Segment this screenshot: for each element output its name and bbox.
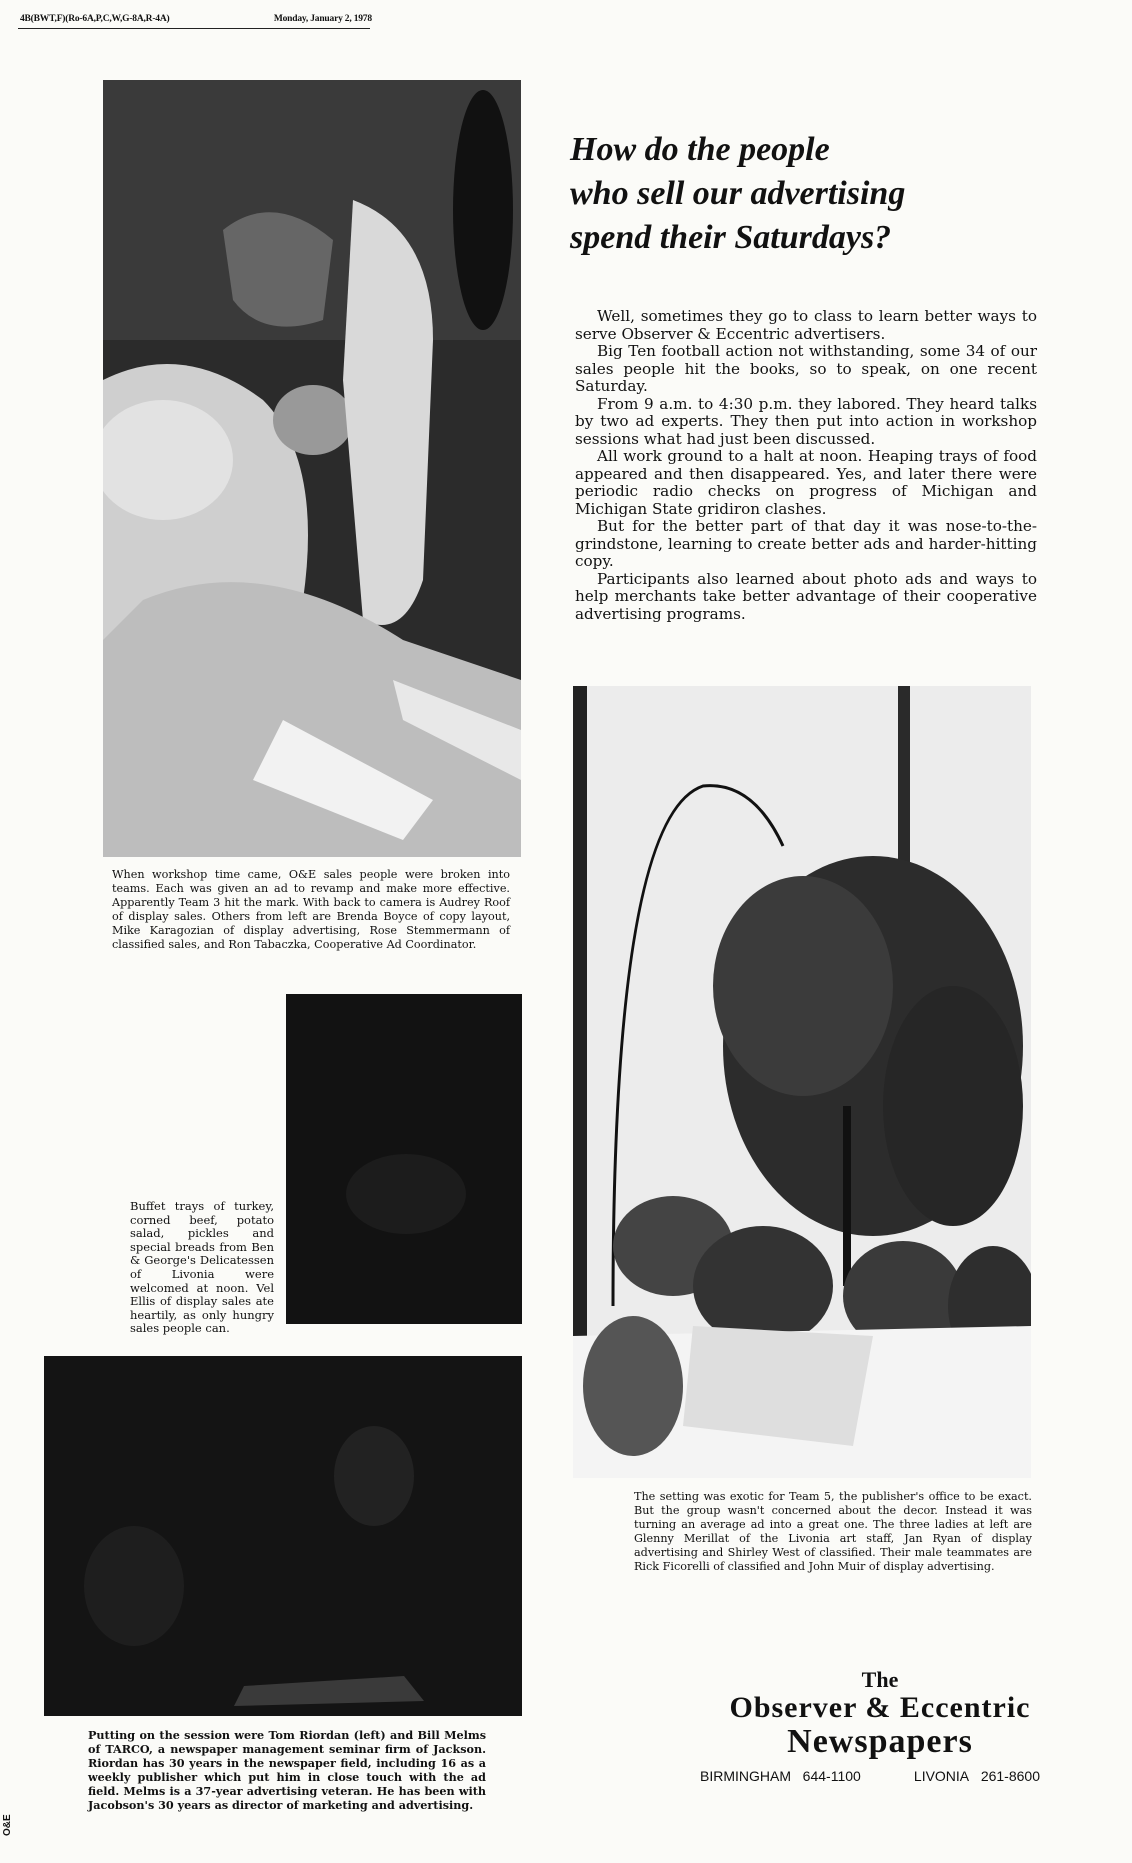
story-paragraph: From 9 a.m. to 4:30 p.m. they labored. They heard talks by two ad experts. They then put into action in workshop sessions what had just been discussed. [575,394,1037,448]
story-paragraph: Big Ten football action not withstanding, some 34 of our sales people hit the books, so to speak, on one recent Saturday. [575,342,1037,395]
headline [570,128,1040,260]
session-photo [44,1356,522,1716]
buffet-photo [286,994,522,1324]
workshop-caption: When workshop time came, O&E sales people were broken into teams. Each was given an ad to revamp and make more effective. Apparently Team 3 hit the mark. With back to camera is Audrey Roof of display sales. Others from left are Brenda Boyce of copy layout, Mike Karagozian of display advertising, Rose Stemmermann of classified sales, and Ron Tabaczka, Cooperative Ad Coordinator. [112,868,510,951]
issue-date: Monday, January 2, 1978 [273,14,372,24]
birmingham-phone [700,1768,861,1784]
story-paragraph: All work ground to a halt at noon. Heaping trays of food appeared and then disappeared. Yes, and later there were periodic radio checks on progress of Michigan and Michigan State gridiron clashes. [575,447,1037,518]
side-mark: O&E [2,1814,13,1836]
logo-newspapers: Newspapers [787,1723,973,1760]
header-line [20,14,372,24]
phone-numbers [700,1768,1040,1784]
header-rule [18,28,370,29]
buffet-caption: Buffet trays of turkey, corned beef, potato salad, pickles and special breads from Ben & George's Delicatessen of Livonia were welcomed at noon. Vel Ellis of display sales ate heartily, as only hungry sales people can. [130,1199,274,1336]
team5-caption: The setting was exotic for Team 5, the publisher's office to be exact. But the group wasn't concerned about the decor. Instead it was turning an average ad into a great one. The three ladies at left are Glenny Merillat of the Livonia art staff, Jan Ryan of display advertising and Shirley West of classified. Their male teammates are Rick Ficorelli of classified and John Muir of display advertising. [634,1490,1032,1573]
workshop-photo [103,80,521,857]
newspaper-logo [720,1668,1040,1760]
session-caption: Putting on the session were Tom Riordan (left) and Bill Melms of TARCO, a newspaper management seminar firm of Jackson. Riordan has 30 years in the newspaper field, including 16 as a weekly publisher which put him in close touch with the ad field. Melms is a 37-year advertising veteran. He has been with Jacobson's 30 years as director of marketing and advertising. [88,1728,486,1812]
headline-line-1: How do the people [570,131,830,168]
story-paragraph: Participants also learned about photo ads and ways to help merchants take better advantage of their cooperative advertising programs. [575,569,1037,623]
edition-codes: 4B(BWT,F)(Ro-6A,P,C,W,G-8A,R-4A) [20,14,170,24]
birmingham-label: BIRMINGHAM [700,1768,791,1784]
logo-name: Observer & Eccentric [729,1691,1031,1724]
livonia-number: 261-8600 [980,1768,1040,1784]
headline-line-2: who sell our advertising [570,175,906,212]
birmingham-number: 644-1100 [802,1768,861,1784]
team5-photo [573,686,1031,1478]
logo-the: The [861,1667,899,1692]
livonia-label: LIVONIA [913,1768,970,1784]
headline-line-3: spend their Saturdays? [570,219,892,256]
story-paragraph: Well, sometimes they go to class to learn better ways to serve Observer & Eccentric advertisers. [575,307,1037,343]
livonia-phone [914,1768,1040,1784]
story-body [575,308,1037,623]
story-paragraph: But for the better part of that day it was nose-to-the-grindstone, learning to create better ads and harder-hitting copy. [575,517,1037,570]
